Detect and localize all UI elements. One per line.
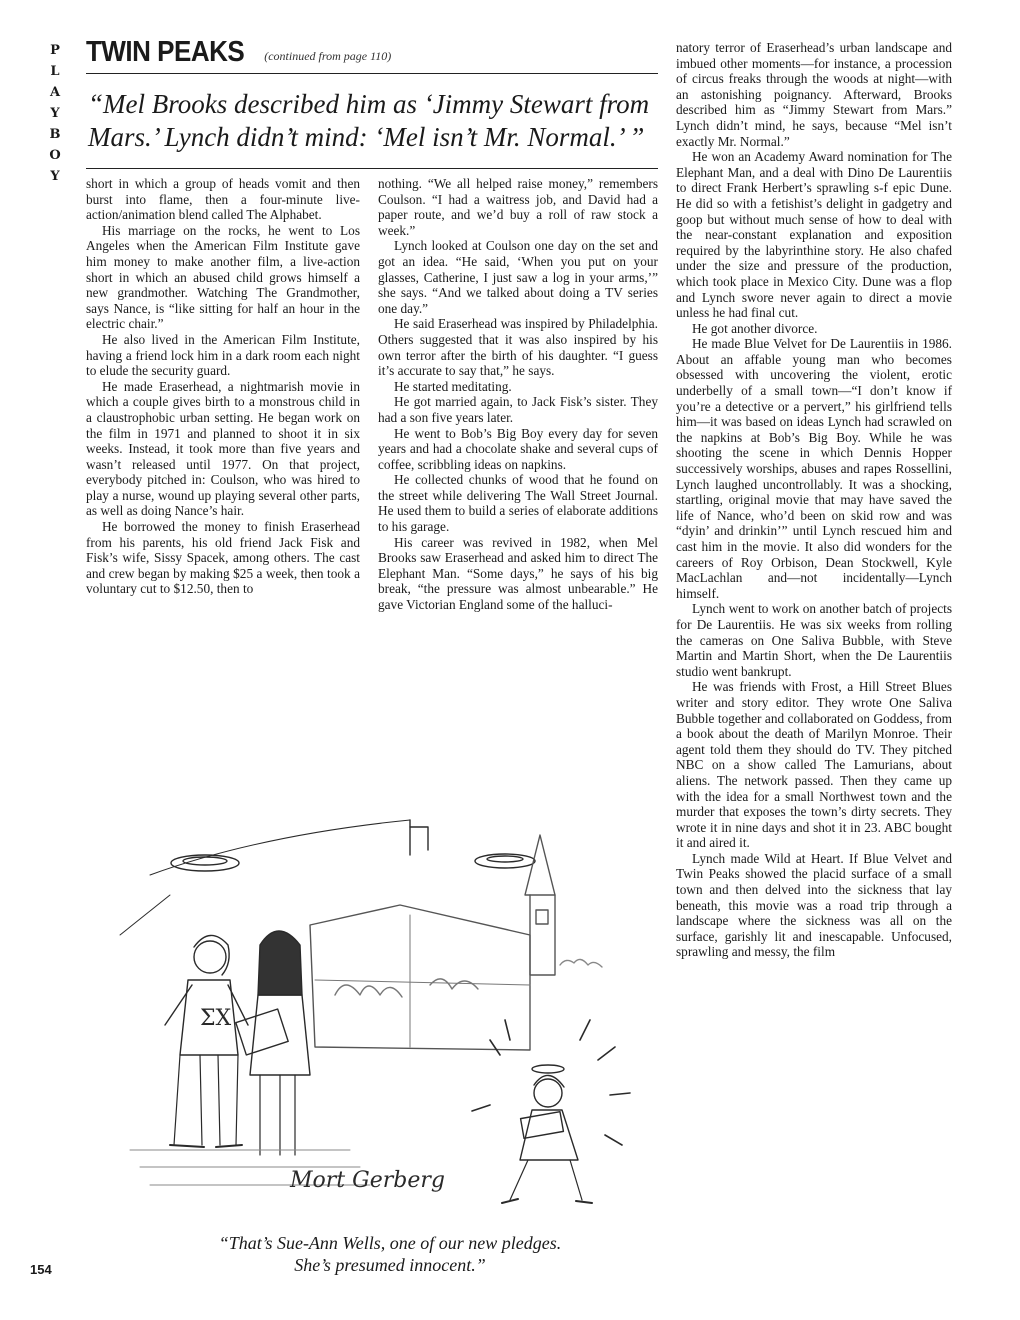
paragraph: Lynch looked at Coulson one day on the set and got an idea. “He said, ‘When you put on your glasses, Catherine, I just saw a log in your arms,’” she says. “And we talked about doing a TV series one day.” <box>378 238 658 316</box>
magazine-letter: B <box>49 127 61 142</box>
pull-quote: “Mel Brooks described him as ‘Jimmy Stewart from Mars.’ Lynch didn’t mind: ‘Mel isn’t Mr. Normal.’ ” <box>88 89 650 152</box>
cartoon-illustration <box>110 815 640 1220</box>
paragraph: He was friends with Frost, a Hill Street Blues writer and story editor. They wrote One Saliva Bubble together and collaborated on Goddess, from a book about the death of Marilyn Monroe. Their agent told them they should do TV. They pitched NBC on a show called The Lamurians, about aliens. The network passed. Then they came up with the idea for a small Northwest town and the murder that exposes the town’s dirty secrets. They wrote it in nine days and shot it in 23. ABC bought it and aired it. <box>676 679 952 851</box>
magazine-letter: P <box>50 43 60 58</box>
caption-line: “That’s Sue-Ann Wells, one of our new pledges. <box>218 1233 562 1253</box>
continued-note: (continued from page 110) <box>264 49 392 63</box>
text-column-left <box>86 176 360 597</box>
paragraph: He went to Bob’s Big Boy every day for seven years and had a chocolate shake and several cups of coffee, scribbling ideas on napkins. <box>378 425 658 472</box>
paragraph: natory terror of Eraserhead’s urban landscape and imbued other moments—for instance, a procession of circus freaks through the woods at night—with an astonishing poignancy. Afterward, Brooks described him as “Jimmy Stewart from Mars.” Lynch didn’t mind, he says, because “Mel isn’t exactly Mr. Normal.” <box>676 40 952 149</box>
cartoonist-signature: Mort Gerberg <box>290 1168 445 1193</box>
paragraph: His career was revived in 1982, when Mel Brooks saw Eraserhead and asked him to direct The Elephant Man. “Some days,” he says of his big break, “the pressure was almost unbearable.” He gave Victorian England some of the halluci- <box>378 534 658 613</box>
paragraph: He got married again, to Jack Fisk’s sister. They had a son five years later. <box>378 394 658 425</box>
text-column-middle <box>378 176 658 613</box>
cartoon-caption <box>110 1232 670 1276</box>
paragraph: His marriage on the rocks, he went to Los Angeles when the American Film Institute gave him money to make another film, a live-action short in which an abused child grows himself a new grandmother. Watching The Grandmother, says Nance, is “like sitting for half an hour in the electric chair.” <box>86 222 360 332</box>
paragraph: short in which a group of heads vomit and then burst into flame, then a four-minute live-action/animation blend called The Alphabet. <box>86 176 360 223</box>
article-header <box>86 36 658 169</box>
paragraph: He got another divorce. <box>691 320 818 336</box>
paragraph: He made Blue Velvet for De Laurentiis in 1986. About an affable young man who becomes obsessed with uncovering the violent, erotic underbelly of a small town—“I don’t know if you’re a detective or a pervert,” his girlfriend tells him—it was based on ideas Lynch had scrawled on the napkins at Bob’s Big Boy. While he was shooting the scene in which Dennis Hopper successively worships, abuses and rapes Rossellini, Lynch laughed uncontrollably. It was a shocking, startling, original movie that may have saved the life of Nance, who’d been on skid row and was “dyin’ and drinkin’” until Lynch rescued him and cast him in the movie. It also did wonders for the careers of Roy Orbison, Dean Stockwell, Kyle MacLachlan and—not incidentally—Lynch himself. <box>676 336 952 601</box>
sweatshirt-letters: ΣX <box>200 1006 232 1031</box>
paragraph: He made Eraserhead, a nightmarish movie in which a couple gives birth to a monstrous child in a claustrophobic urban setting. He began work on the film in 1971 and planned to shoot it in six weeks. Instead, it took more than five years and wasn’t released until 1977. On that project, everybody pitched in: Coulson, who was hired to play a nurse, wound up playing several other parts, as well as doing Nance’s hair. <box>86 378 360 519</box>
magazine-name-vertical <box>40 40 70 187</box>
magazine-letter: Y <box>50 169 60 184</box>
article-title: TWIN PEAKS <box>86 34 245 68</box>
paragraph: He collected chunks of wood that he found on the street while delivering The Wall Street Journal. He used them to build a series of elaborate additions to his garage. <box>378 472 658 535</box>
caption-line: She’s presumed innocent.” <box>294 1255 486 1275</box>
header-rule <box>86 73 658 74</box>
page-number: 154 <box>30 1262 52 1277</box>
pull-quote-rule <box>86 168 658 169</box>
paragraph: He won an Academy Award nomination for The Elephant Man, and a deal with Dino De Laurentiis to direct Frank Herbert’s sprawling s-f epic Dune. He did so with a fetishist’s delight in gadgetry and goop but without much sense of how to deal with the near-constant explanation and exposition required by the labyrinthine story. He also chafed under the size and pressure of the production, which took place in Mexico City. Dune was a flop and Lynch swore never again to direct a movie unless he had final cut. <box>676 149 952 321</box>
paragraph: He borrowed the money to finish Eraserhead from his parents, his old friend Jack Fisk and Fisk’s wife, Sissy Spacek, among others. The cast and crew began by making $25 a week, then took a voluntary cut to $12.50, then to <box>86 519 360 597</box>
paragraph: Lynch went to work on another batch of projects for De Laurentiis. He was six weeks from rolling the cameras on One Saliva Bubble, with Steve Martin and Martin Short, when the De Laurentiis studio went bankrupt. <box>676 601 952 679</box>
paragraph: He started meditating. <box>393 378 512 394</box>
text-column-right <box>676 40 952 960</box>
magazine-letter: Y <box>50 106 60 121</box>
paragraph: nothing. “We all helped raise money,” remembers Coulson. “I had a waitress job, and David had a paper route, and we’d buy a roll of raw stock a week.” <box>378 176 658 238</box>
paragraph: He also lived in the American Film Institute, having a friend lock him in a dark room each night to elude the security guard. <box>86 331 360 379</box>
magazine-letter: O <box>49 148 61 163</box>
magazine-letter: L <box>50 64 60 79</box>
paragraph: Lynch made Wild at Heart. If Blue Velvet and Twin Peaks showed the placid surface of a small town and then delved into the sickness that lay beneath, this movie was a road trip through a landscape where the sickness was all on the surface, garishly lit and inescapable. Unfocused, sprawling and messy, the film <box>676 850 952 960</box>
magazine-letter: A <box>49 85 61 100</box>
paragraph: He said Eraserhead was inspired by Philadelphia. Others suggested that it was also inspired by his own terror after the birth of his daughter. “I guess it’s accurate to say that,” he says. <box>378 316 658 379</box>
